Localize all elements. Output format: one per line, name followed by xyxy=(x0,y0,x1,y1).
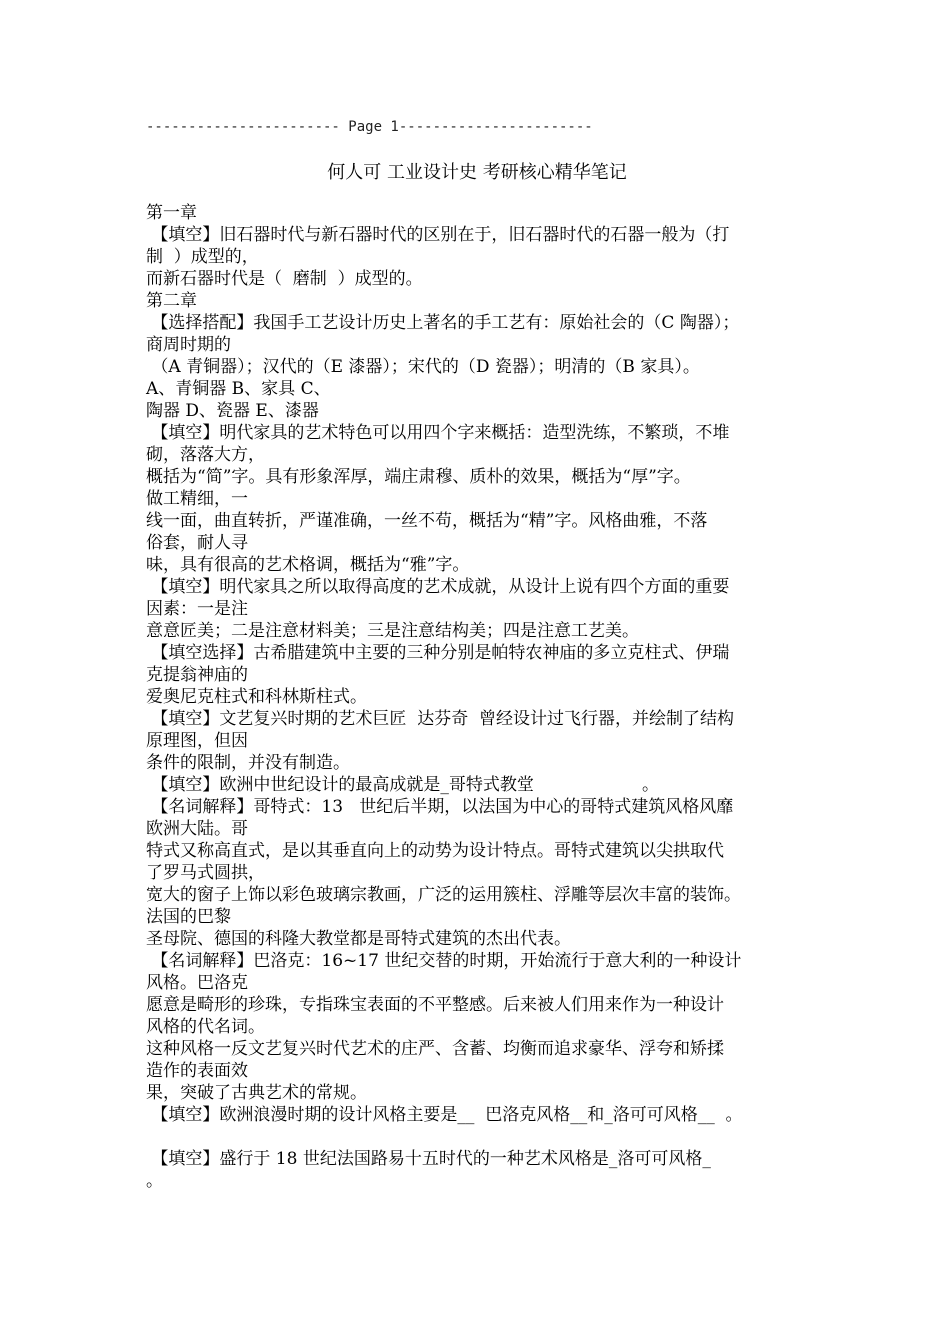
body-line: 意意匠美；二是注意材料美；三是注意结构美；四是注意工艺美。 xyxy=(146,621,639,641)
body-line: 【选择搭配】我国手工艺设计历史上著名的手工艺有：原始社会的（C 陶器）； xyxy=(146,313,740,333)
body-line: 克提翁神庙的 xyxy=(146,665,248,685)
body-line: 【填空选择】古希腊建筑中主要的三种分别是帕特农神庙的多立克柱式、伊瑞 xyxy=(146,643,730,663)
body-line: 风格的代名词。 xyxy=(146,1017,265,1037)
body-line: 概括为“简”字。具有形象浑厚，端庄肃穆、质朴的效果，概括为“厚”字。 xyxy=(146,467,691,487)
body-line: 制 ）成型的， xyxy=(146,247,259,267)
body-line: 宽大的窗子上饰以彩色玻璃宗教画，广泛的运用簇柱、浮雕等层次丰富的装饰。 xyxy=(146,885,741,905)
body-line: 【填空】欧洲中世纪设计的最高成就是_哥特式教堂 。 xyxy=(146,775,659,795)
blank-line xyxy=(146,1126,836,1148)
body-line: 陶器 D、瓷器 E、漆器 xyxy=(146,401,319,421)
body-line: 。 xyxy=(146,1171,163,1191)
body-line: 【名词解释】哥特式：13 世纪后半期，以法国为中心的哥特式建筑风格风靡 xyxy=(146,797,734,817)
body-line: 俗套，耐人寻 xyxy=(146,533,248,553)
body-line: 了罗马式圆拱， xyxy=(146,863,265,883)
body-line: 果，突破了古典艺术的常规。 xyxy=(146,1083,367,1103)
document-page xyxy=(146,116,836,1192)
body-line: 爱奥尼克柱式和科林斯柱式。 xyxy=(146,687,367,707)
body-line: 【填空】明代家具之所以取得高度的艺术成就，从设计上说有四个方面的重要 xyxy=(146,577,730,597)
body-line: 特式又称高直式，是以其垂直向上的动势为设计特点。哥特式建筑以尖拱取代 xyxy=(146,841,724,861)
page-marker: ----------------------- Page 1----------------------- xyxy=(146,119,593,135)
body-line: 做工精细，一 xyxy=(146,489,248,509)
body-line: 【填空】旧石器时代与新石器时代的区别在于，旧石器时代的石器一般为（打 xyxy=(146,225,730,245)
document-title: 何人可 工业设计史 考研核心精华笔记 xyxy=(327,162,627,183)
body-line: 这种风格一反文艺复兴时代艺术的庄严、含蓄、均衡而追求豪华、浮夸和矫揉 xyxy=(146,1039,724,1059)
body-line: （A 青铜器）；汉代的（E 漆器）；宋代的（D 瓷器）；明清的（B 家具）。 xyxy=(146,357,700,377)
body-line: 欧洲大陆。哥 xyxy=(146,819,248,839)
body-line: 因素：一是注 xyxy=(146,599,248,619)
body-line: 愿意是畸形的珍珠，专指珠宝表面的不平整感。后来被人们用来作为一种设计 xyxy=(146,995,724,1015)
body-line: 【填空】欧洲浪漫时期的设计风格主要是__ 巴洛克风格__和_洛可可风格__ 。 xyxy=(146,1105,743,1125)
body-line: 圣母院、德国的科隆大教堂都是哥特式建筑的杰出代表。 xyxy=(146,929,571,949)
body-line: 法国的巴黎 xyxy=(146,907,231,927)
body-line: 原理图，但因 xyxy=(146,731,248,751)
body-line: 风格。巴洛克 xyxy=(146,973,248,993)
body-line: 商周时期的 xyxy=(146,335,231,355)
document-body xyxy=(146,202,836,1192)
body-line: 造作的表面效 xyxy=(146,1061,248,1081)
body-line: 线一面，曲直转折，严谨准确，一丝不苟，概括为“精”字。风格曲雅，不落 xyxy=(146,511,708,531)
body-line: 条件的限制，并没有制造。 xyxy=(146,753,350,773)
body-line: 而新石器时代是（ 磨制 ）成型的。 xyxy=(146,269,423,289)
body-line: 【名词解释】巴洛克：16~17 世纪交替的时期，开始流行于意大利的一种设计 xyxy=(146,951,742,971)
body-line: 【填空】文艺复兴时期的艺术巨匠 达芬奇 曾经设计过飞行器，并绘制了结构 xyxy=(146,709,735,729)
body-line: 【填空】明代家具的艺术特色可以用四个字来概括：造型洗练，不繁琐，不堆 xyxy=(146,423,730,443)
body-line: 第一章 xyxy=(146,203,197,223)
body-line: 【填空】盛行于 18 世纪法国路易十五时代的一种艺术风格是_洛可可风格_ xyxy=(146,1149,711,1169)
body-line: 味，具有很高的艺术格调，概括为“雅”字。 xyxy=(146,555,470,575)
body-line: 砌，落落大方， xyxy=(146,445,265,465)
body-line: A、青铜器 B、家具 C、 xyxy=(146,379,331,399)
body-line: 第二章 xyxy=(146,291,197,311)
